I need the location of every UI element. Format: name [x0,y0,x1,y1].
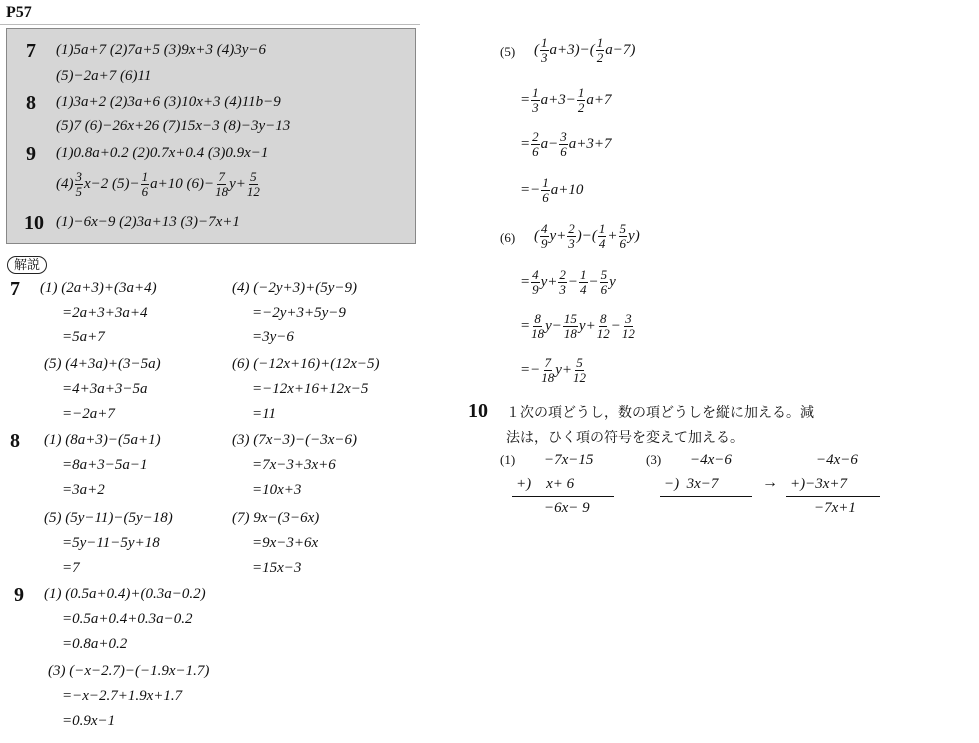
explanation-7-1-line3: =5a+7 [62,329,105,345]
explanation-7-number: 7 [10,278,20,300]
explanation-8-1-line2: =8a+3−5a−1 [62,457,148,473]
explanation-10-1-rule [512,496,614,497]
explanation-10-3-rule2 [786,496,880,497]
explanation-10-1-top: −7x−15 [544,452,594,468]
explanation-10-1-mid: +) x+ 6 [516,476,575,492]
answer-10-number: 10 [24,212,44,234]
explanation-8-3-line1: (3) (7x−3)−(−3x−6) [232,432,358,448]
explanation-8-7-line1: (7) 9x−(3−6x) [232,510,320,526]
explanation-9-5-line4: =− $\frac{1}{6}$ a+10 [520,175,584,205]
explanation-9-5-line1: ( $\frac{1}{3}$ a+3)−( $\frac{1}{2}$ a−7) [534,35,636,65]
explanation-9-1-line3: =0.8a+0.2 [62,636,128,652]
explanation-7-6-line2: =−12x+16+12x−5 [252,381,369,397]
explanation-7-4-line1: (4) (−2y+3)+(5y−9) [232,280,358,296]
answer-box [6,28,416,244]
explanation-10-3-top: −4x−6 [690,452,732,468]
explanation-9-6-line4: =− $\frac{7}{18}$ y+ $\frac{5}{12}$ [520,355,587,385]
answer-9-line1: (1)0.8a+0.2 (2)0.7x+0.4 (3)0.9x−1 [56,145,269,161]
explanation-8-7-line2: =9x−3+6x [252,535,319,551]
explanation-8-5-line2: =5y−11−5y+18 [62,535,160,551]
explanation-10-number: 10 [468,400,488,422]
answer-8-number: 8 [26,92,36,114]
explanation-7-6-line3: =11 [252,406,277,422]
explanation-10-3-label: (3) [646,452,662,467]
explanation-7-5-line2: =4+3a+3−5a [62,381,148,397]
explanation-9-6-label: (6) [500,230,516,245]
explanation-7-5-line3: =−2a+7 [62,406,115,422]
explanation-8-7-line3: =15x−3 [252,560,302,576]
explanation-9-5-label: (5) [500,44,516,59]
explanation-8-1-line1: (1) (8a+3)−(5a+1) [44,432,161,448]
explanation-9-3-line2: =−x−2.7+1.9x+1.7 [62,688,183,704]
explanation-9-1-line1: (1) (0.5a+0.4)+(0.3a−0.2) [44,586,206,602]
answer-7-line1: (1)5a+7 (2)7a+5 (3)9x+3 (4)3y−6 [56,42,267,58]
explanation-10-3-mid: −) 3x−7 [664,476,719,492]
explanation-10-1-label: (1) [500,452,516,467]
answer-10-line1: (1)−6x−9 (2)3a+13 (3)−7x+1 [56,214,240,230]
answer-7-number: 7 [26,40,36,62]
explanation-8-3-line3: =10x+3 [252,482,302,498]
explanation-10-3-result: −7x+1 [814,500,856,516]
answer-8-line2: (5)7 (6)−26x+26 (7)15x−3 (8)−3y−13 [56,118,291,134]
answer-7-line2: (5)−2a+7 (6)11 [56,68,152,84]
explanation-8-5-line3: =7 [62,560,80,576]
explanation-9-number: 9 [14,584,24,606]
explanation-9-3-line3: =0.9x−1 [62,713,116,729]
arrow-right-icon: → [762,474,778,491]
answer-8-line1: (1)3a+2 (2)3a+6 (3)10x+3 (4)11b−9 [56,94,281,110]
answer-9-number: 9 [26,143,36,165]
explanation-7-1-line1: (1) (2a+3)+(3a+4) [40,280,157,296]
explanation-7-4-line3: =3y−6 [252,329,294,345]
explanation-8-3-line2: =7x−3+3x+6 [252,457,336,473]
explanation-9-5-line2: = $\frac{1}{3}$ a+3− $\frac{1}{2}$ a+7 [520,85,612,115]
explanation-9-6-line1: ( $\frac{4}{9}$ y+ $\frac{2}{3}$ )−( $\frac{1}{4}$ + $\frac{5}{6}$ y) [534,221,640,251]
explanation-7-4-line2: =−2y+3+5y−9 [252,305,346,321]
page-number: P57 [6,4,32,21]
explanation-7-6-line1: (6) (−12x+16)+(12x−5) [232,356,380,372]
explanation-9-3-line1: (3) (−x−2.7)−(−1.9x−1.7) [48,663,210,679]
explanation-10-text2: 法は，ひく項の符号を変えて加える。 [506,430,744,446]
header-rule [0,24,420,25]
explanation-10-3-top2: −4x−6 [816,452,858,468]
explanation-10-3-mid2: +)−3x+7 [790,476,848,492]
explanation-7-5-line1: (5) (4+3a)+(3−5a) [44,356,161,372]
explanation-8-number: 8 [10,430,20,452]
explanation-9-5-line3: = $\frac{2}{6}$ a− $\frac{3}{6}$ a+3+7 [520,129,612,159]
explanation-9-1-line2: =0.5a+0.4+0.3a−0.2 [62,611,193,627]
kaisetsu-label: 解説 [7,256,47,274]
explanation-10-3-rule [660,496,752,497]
explanation-8-5-line1: (5) (5y−11)−(5y−18) [44,510,173,526]
explanation-9-6-line2: = $\frac{4}{9}$ y+ $\frac{2}{3}$ − $\frac{1}{4}$ − $\frac{5}{6}$ y [520,267,616,297]
explanation-10-1-result: −6x− 9 [544,500,590,516]
explanation-9-6-line3: = $\frac{8}{18}$ y− $\frac{15}{18}$ y+ $\frac{8}{12}$ − $\frac{3}{12}$ [520,311,635,341]
explanation-8-1-line3: =3a+2 [62,482,105,498]
answer-9-line2: (4) $\frac{3}{5}$ x−2 (5)− $\frac{1}{6}$ a+10 (6)− $\frac{7}{18}$ y+ $\frac{5}{12}$ [56,169,260,199]
explanation-10-text1: １次の項どうし，数の項どうしを縦に加える。減 [506,405,814,421]
explanation-7-1-line2: =2a+3+3a+4 [62,305,148,321]
